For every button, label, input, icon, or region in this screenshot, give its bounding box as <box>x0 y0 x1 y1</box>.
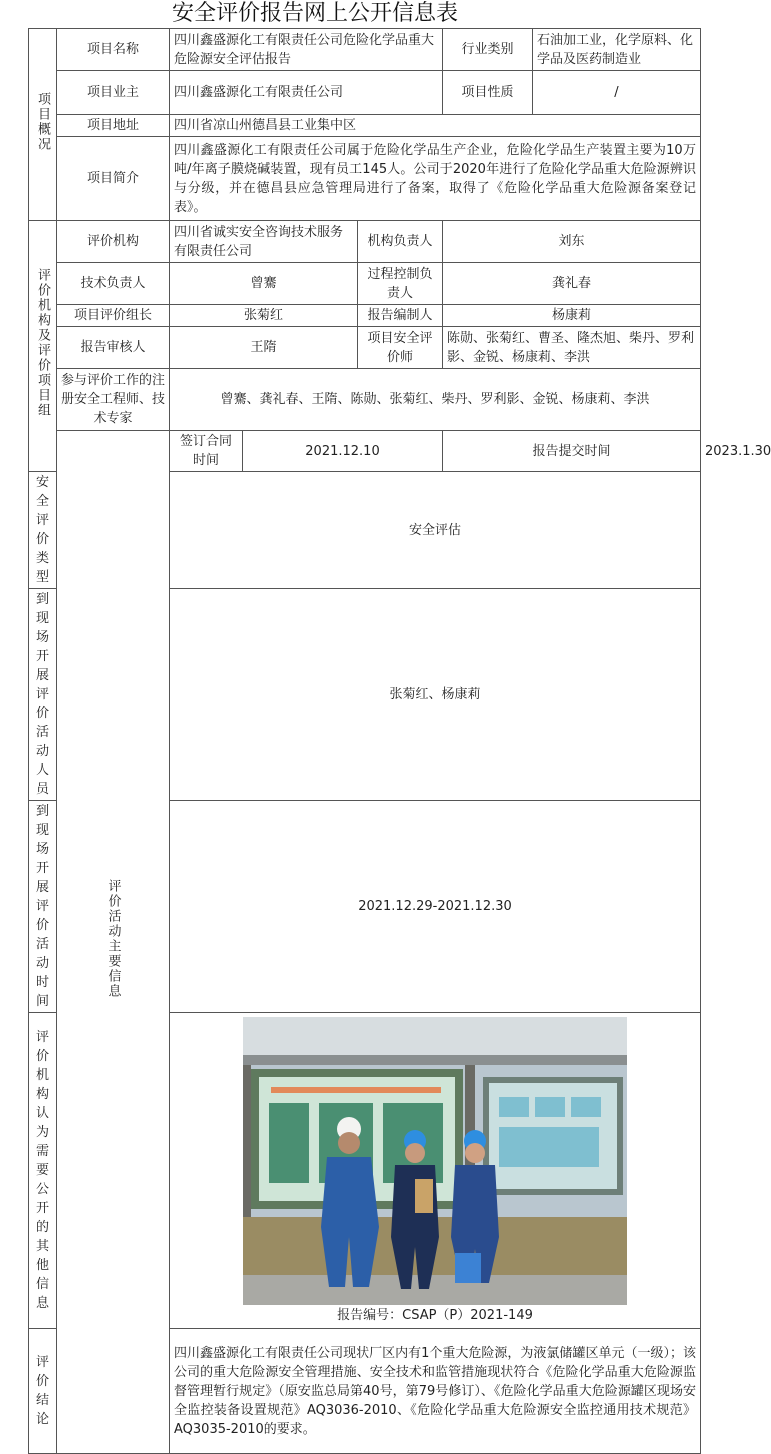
conclusion-label: 评价结论 <box>29 1329 57 1454</box>
nature-label: 项目性质 <box>443 71 533 115</box>
type-value: 安全评估 <box>170 472 701 589</box>
team-label: 项目评价组长 <box>57 305 170 327</box>
section-overview: 项目概况 <box>29 29 57 221</box>
tech-value: 曾騫 <box>170 263 358 305</box>
leader-label: 机构负责人 <box>358 221 443 263</box>
section-activity: 评价活动主要信息 <box>57 431 170 1454</box>
project-name-label: 项目名称 <box>57 29 170 71</box>
other-label: 评价机构认为需要公开的其他信息 <box>29 1013 57 1329</box>
other-info-cell <box>170 1013 701 1329</box>
report-number: 报告编号：CSAP（P）2021-149 <box>337 1308 533 1323</box>
type-label: 安全评价类型 <box>29 472 57 589</box>
staff-value: 张菊红、杨康莉 <box>170 589 701 801</box>
org-label: 评价机构 <box>57 221 170 263</box>
time-label: 到现场开展评价活动时间 <box>29 801 57 1013</box>
address-value: 四川省凉山州德昌县工业集中区 <box>170 115 701 137</box>
reviewer-label: 报告审核人 <box>57 327 170 369</box>
site-photo <box>243 1017 627 1305</box>
assessor-label: 项目安全评价师 <box>358 327 443 369</box>
contract-value: 2021.12.10 <box>243 431 443 472</box>
participants-label: 参与评价工作的注册安全工程师、技术专家 <box>57 369 170 431</box>
industry-value: 石油加工业，化学原料、化学品及医药制造业 <box>533 29 701 71</box>
participants-value: 曾騫、龚礼春、王隋、陈勋、张菊红、柴丹、罗利影、金锐、杨康莉、李洪 <box>170 369 701 431</box>
tech-label: 技术负责人 <box>57 263 170 305</box>
contract-label: 签订合同时间 <box>170 431 243 472</box>
industry-label: 行业类别 <box>443 29 533 71</box>
intro-value: 四川鑫盛源化工有限责任公司属于危险化学品生产企业，危险化学品生产装置主要为10万吨/年离子膜烧碱装置，现有员工145人。公司于2020年进行了危险化学品重大危险源辨识与分级，并在德昌县应急管理局进行了备案，取得了《危险化学品重大危险源备案登记表》。 <box>170 137 701 221</box>
page-title: 安全评价报告网上公开信息表 <box>171 1 458 26</box>
conclusion-value: 四川鑫盛源化工有限责任公司现状厂区内有1个重大危险源，为液氯储罐区单元（一级）；该公司的重大危险源安全管理措施、安全技术和监管措施现状符合《危险化学品重大危险源监督管理暂行规定》（原安监总局第40号，第79号修订）、《危险化学品重大危险源罐区现场安全监控装备设置规范》AQ3036-2010、《危险化学品重大危险源安全监控通用技术规范》AQ3035-2010的要求。 <box>170 1329 701 1454</box>
time-value: 2021.12.29-2021.12.30 <box>170 801 701 1013</box>
reviewer-value: 王隋 <box>170 327 358 369</box>
submit-label: 报告提交时间 <box>443 431 701 472</box>
process-label: 过程控制负责人 <box>358 263 443 305</box>
section-agency: 评价机构及评价项目组 <box>29 221 57 472</box>
assessor-value: 陈勋、张菊红、曹圣、隆杰旭、柴丹、罗利影、金锐、杨康莉、李洪 <box>443 327 701 369</box>
process-value: 龚礼春 <box>443 263 701 305</box>
writer-value: 杨康莉 <box>443 305 701 327</box>
org-value: 四川省诚实安全咨询技术服务有限责任公司 <box>170 221 358 263</box>
address-label: 项目地址 <box>57 115 170 137</box>
nature-value: / <box>533 71 701 115</box>
owner-label: 项目业主 <box>57 71 170 115</box>
writer-label: 报告编制人 <box>358 305 443 327</box>
intro-label: 项目简介 <box>57 137 170 221</box>
leader-value: 刘东 <box>443 221 701 263</box>
project-name-value: 四川鑫盛源化工有限责任公司危险化学品重大危险源安全评估报告 <box>170 29 443 71</box>
staff-label: 到现场开展评价活动人员 <box>29 589 57 801</box>
team-value: 张菊红 <box>170 305 358 327</box>
info-table: 项目概况 项目名称 四川鑫盛源化工有限责任公司危险化学品重大危险源安全评估报告 行业类别 石油加工业，化学原料、化学品及医药制造业 项目业主 四川鑫盛源化工有限责任公司 项目性质 / 项目地址 四川省凉山州德昌县工业集中区 项目简介 四川鑫盛源化工有限责任公司属于危险化学品生产企业，危险化学品生产装置主要为10万吨/年离子膜烧碱装置，现有员工145人。公司于2020年进行了危险化学品重大危险源辨识与分级，并在德昌县应急管理局进行了备案，取得了《危险化学品重大危险源备案登记表》。 评价机构及评价项目组 评价机构 四川省诚实安全咨询技术服务有限责任公司 机构负责人 刘东 技术负责人 曾騫 过程控制负责人 龚礼春 项目评价组长 张菊红 报告编制人 杨康莉 报告审核人 王隋 项目安全评价师 陈勋、张菊红、曹圣、隆杰旭、柴丹、罗利影、金锐、杨康莉、李洪 参与评价工作的注册安全工程师、技术专家 曾騫、龚礼春、王隋、陈勋、张菊红、柴丹、罗利影、金锐、杨康莉、李洪 评价活动主要信息 签订合同时间 2021.12.10 报告提交时间 2023.1.30 安全评价类型 安全评估 到现场开展评价活动人员 张菊红、杨康莉 到现场开展评价活动时间 2021.12.29-2021.12.30 评价机构认为需要公开的其他信息 报告编号：CSAP（P）2021-149 评价结论 四川鑫盛源化工有限责任公司现状厂区内有1个重大危险源，为液氯储罐区单元（一级）；该公司的重大危险源安全管理措施、安全技术和监管措施现状符合《危险化学品重大危险源监督管理暂行规定》（原安监总局第40号，第79号修订）、《危险化学品重大危险源罐区现场安全监控装备设置规范》AQ3036-2010、《危险化学品重大危险源安全监控通用技术规范》AQ3035-2010的要求。 <box>28 28 701 1454</box>
owner-value: 四川鑫盛源化工有限责任公司 <box>170 71 443 115</box>
